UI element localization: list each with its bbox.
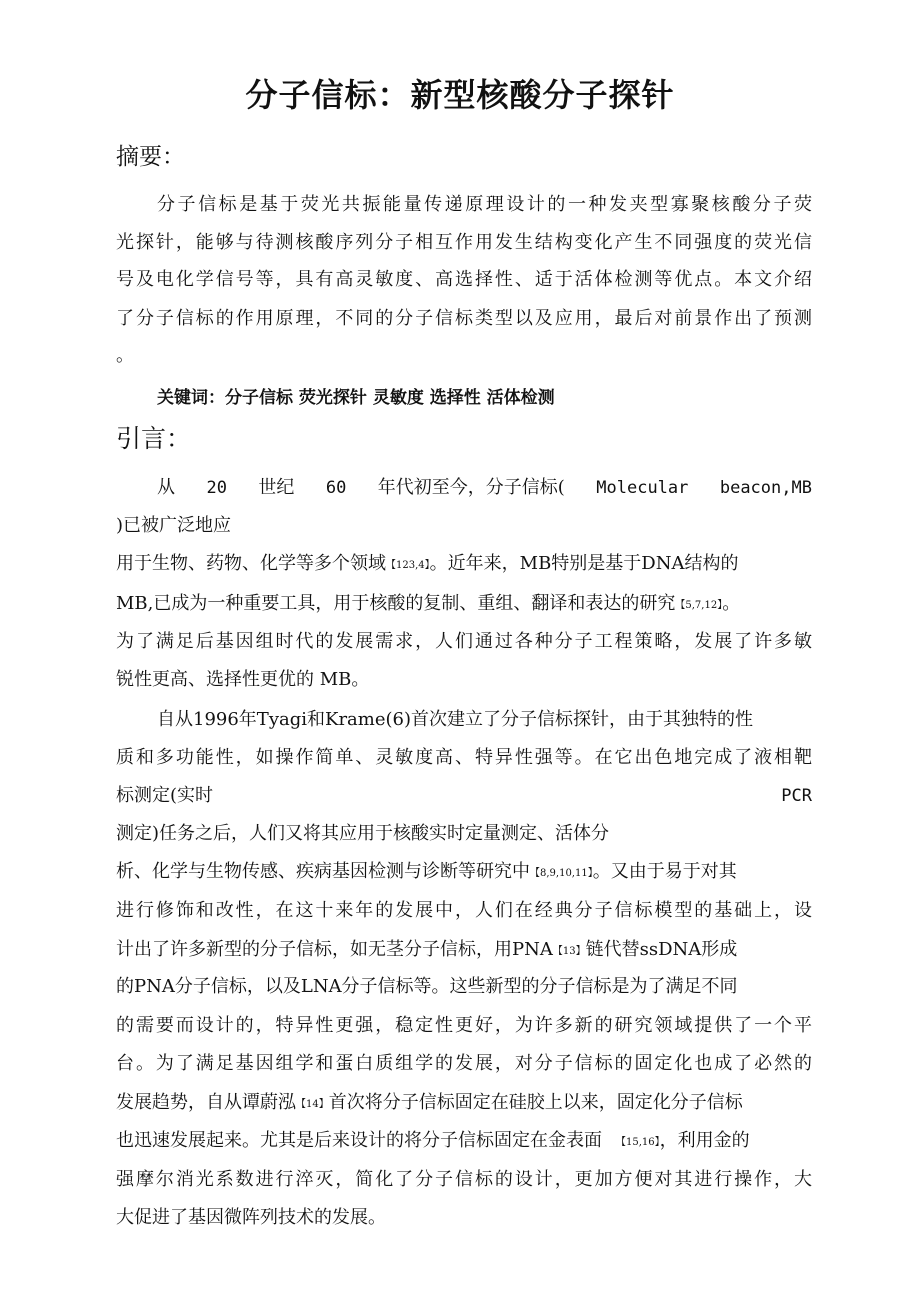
text-segment: 标测定(实时 (116, 785, 214, 806)
intro-line: 的需要而设计的，特异性更强，稳定性更好，为许多新的研究领域提供了一个平 (116, 1015, 812, 1036)
intro-line: 大促进了基因微阵列技术的发展。 (116, 1207, 386, 1228)
intro-line: 强摩尔消光系数进行淬灭，简化了分子信标的设计，更加方便对其进行操作，大 (116, 1169, 812, 1190)
text-segment: 也迅速发展起来。尤其是后来设计的将分子信标固定在金表面 (116, 1130, 602, 1151)
word: 年代初至今，分子信标( (377, 477, 565, 498)
word: 从 (157, 477, 175, 498)
intro-line (116, 936, 812, 966)
abstract-line: 分子信标是基于荧光共振能量传递原理设计的一种发夹型寡聚核酸分子荧 (157, 194, 812, 215)
citation-ref: 【15,16】 (616, 1137, 660, 1148)
citation-ref: 【14】 (296, 1099, 329, 1110)
intro-line: 进行修饰和改性，在这十来年的发展中，人们在经典分子信标模型的基础上，设 (116, 900, 812, 921)
document-title: 分子信标：新型核酸分子探针 (245, 76, 675, 114)
intro-line (116, 1089, 812, 1119)
intro-line: 自从1996年Tyagi和Krame(6)首次建立了分子信标探针，由于其独特的性 (157, 709, 753, 730)
text-segment: 析、化学与生物传感、疾病基因检测与诊断等研究中 (116, 861, 530, 882)
word: 60 (325, 478, 347, 498)
intro-line: 质和多功能性，如操作简单、灵敏度高、特异性强等。在它出色地完成了液相靶 (116, 747, 812, 768)
citation-ref: 【8,9,10,11】 (530, 868, 593, 879)
text-segment: 计出了许多新型的分子信标，如无茎分子信标，用PNA (116, 939, 553, 960)
text-segment: MB,已成为一种重要工具，用于核酸的复制、重组、翻译和表达的研究 (116, 593, 676, 614)
text-segment: 发展趋势，自从谭蔚泓 (116, 1092, 296, 1113)
abstract-line: 号及电化学信号等，具有高灵敏度、高选择性、适于活体检测等优点。本文介绍 (116, 269, 812, 290)
text-segment: 。 (722, 593, 741, 614)
intro-line (116, 590, 812, 620)
intro-line: )已被广泛地应 (116, 515, 232, 536)
intro-line (157, 474, 812, 502)
text-segment: 链代替ssDNA形成 (585, 939, 738, 960)
intro-line (116, 550, 812, 580)
word: 20 (206, 478, 227, 498)
intro-line (116, 858, 812, 888)
introduction-heading: 引言： (116, 424, 192, 453)
citation-ref: 【13】 (552, 946, 586, 957)
abstract-line: 。 (116, 345, 134, 366)
intro-line: 测定)任务之后，人们又将其应用于核酸实时定量测定、活体分 (116, 823, 610, 844)
intro-line: 为了满足后基因组时代的发展需求，人们通过各种分子工程策略，发展了许多敏 (116, 631, 812, 652)
word: beacon,MB (719, 478, 812, 498)
citation-ref: 【5,7,12】 (675, 600, 723, 611)
keywords: 关键词：分子信标 荧光探针 灵敏度 选择性 活体检测 (157, 388, 555, 408)
text-segment: ，利用金的 (659, 1130, 750, 1151)
text-segment: PCR (781, 786, 812, 806)
text-segment: 首次将分子信标固定在硅胶上以来，固定化分子信标 (328, 1092, 743, 1113)
intro-line: 的PNA分子信标，以及LNA分子信标等。这些新型的分子信标是为了满足不同 (116, 976, 738, 997)
abstract-heading: 摘要： (116, 144, 185, 170)
abstract-line: 了分子信标的作用原理，不同的分子信标类型以及应用，最后对前景作出了预测 (116, 308, 812, 329)
abstract-line: 光探针，能够与待测核酸序列分子相互作用发生结构变化产生不同强度的荧光信 (116, 232, 812, 253)
word: Molecular (596, 478, 689, 498)
text-segment: 。又由于易于对其 (592, 861, 737, 882)
intro-line (116, 782, 812, 810)
text-segment: 用于生物、药物、化学等多个领域 (116, 553, 386, 574)
citation-ref: 【123,4】 (386, 560, 430, 571)
word: 世纪 (258, 477, 295, 498)
intro-line: 锐性更高、选择性更优的 MB。 (116, 669, 370, 690)
text-segment: 。近年来，MB特别是基于DNA结构的 (429, 553, 739, 574)
intro-line (116, 1127, 812, 1157)
intro-line: 台。为了满足基因组学和蛋白质组学的发展，对分子信标的固定化也成了必然的 (116, 1053, 812, 1074)
